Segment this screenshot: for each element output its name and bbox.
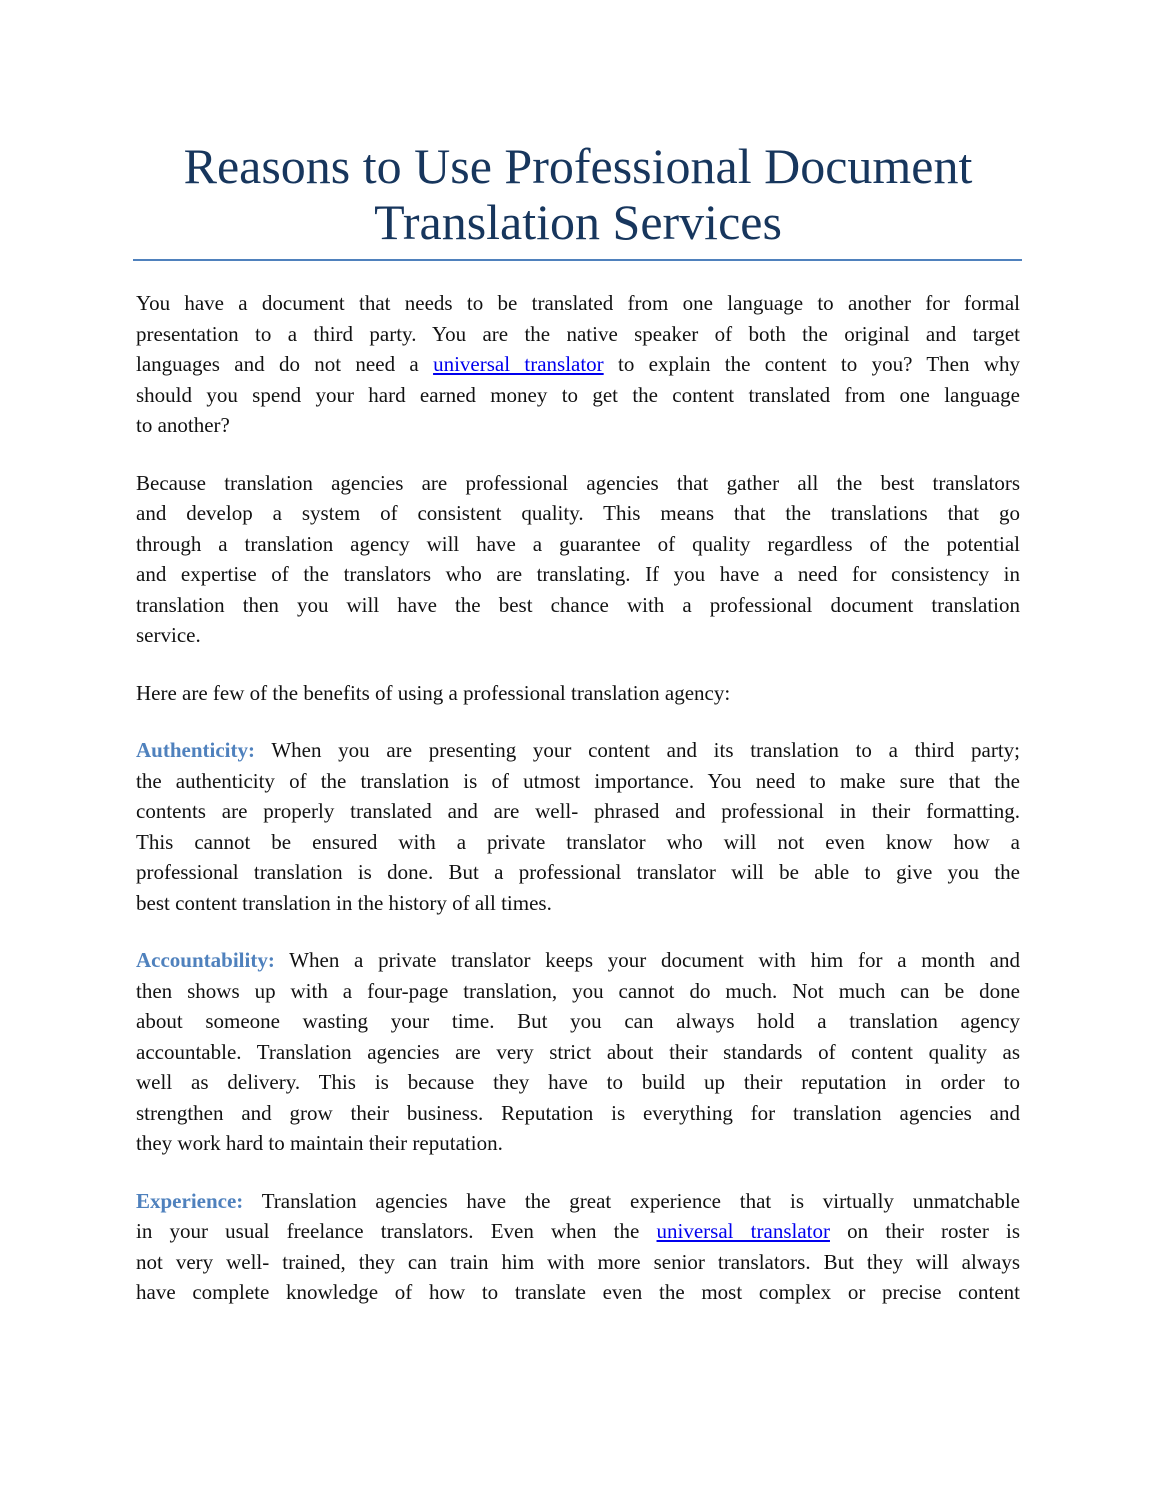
text-line xyxy=(136,380,1020,411)
text-line xyxy=(136,888,1020,919)
text-segment: to another? xyxy=(136,413,230,437)
text-line xyxy=(136,1006,1020,1037)
text-line xyxy=(136,1186,1020,1217)
text-segment: and expertise of the translators who are translating. If you have a need for consistency in xyxy=(136,562,1020,586)
text-segment: about someone wasting your time. But you can always hold a translation agency xyxy=(136,1009,1020,1033)
text-line xyxy=(136,735,1020,766)
paragraph xyxy=(136,1186,1020,1308)
text-line xyxy=(136,529,1020,560)
text-segment: translation then you will have the best chance with a professional document translation xyxy=(136,592,1020,617)
universal-translator-link[interactable]: universal translator xyxy=(433,352,604,376)
text-segment: in your usual freelance translators. Even when the xyxy=(136,1219,657,1243)
text-segment: should you spend your hard earned money to get the content translated from one language xyxy=(136,382,1020,407)
text-line xyxy=(136,1128,1020,1159)
text-line xyxy=(136,766,1020,797)
text-line xyxy=(136,1247,1020,1278)
paragraph xyxy=(136,678,1020,709)
text-line xyxy=(136,827,1020,858)
title-line: Reasons to Use Professional Document xyxy=(183,138,973,194)
text-segment: not very well- trained, they can train him with more senior translators. But they will always xyxy=(136,1249,1020,1274)
paragraph xyxy=(136,468,1020,651)
paragraph xyxy=(136,945,1020,1159)
benefit-heading: Experience: xyxy=(136,1188,244,1213)
text-line xyxy=(136,1067,1020,1098)
title-line: Translation Services xyxy=(374,194,782,250)
benefit-heading: Accountability: xyxy=(136,948,275,972)
text-segment: Because translation agencies are professional agencies that gather all the best translators xyxy=(136,470,1020,495)
text-line xyxy=(136,590,1020,621)
text-line xyxy=(136,945,1020,976)
text-segment: and develop a system of consistent quality. This means that the translations that go xyxy=(136,501,1020,525)
text-line xyxy=(136,288,1020,319)
title-divider xyxy=(133,259,1022,261)
text-segment: strengthen and grow their business. Reputation is everything for translation agencies and xyxy=(136,1100,1020,1125)
text-segment: they work hard to maintain their reputation. xyxy=(136,1131,503,1155)
text-line xyxy=(136,678,1020,709)
paragraph xyxy=(136,288,1020,441)
text-line xyxy=(136,349,1020,380)
text-segment: This cannot be ensured with a private translator who will not even know how a xyxy=(136,829,1020,854)
benefit-heading: Authenticity: xyxy=(136,738,255,762)
text-line xyxy=(136,498,1020,529)
text-segment: the authenticity of the translation is of utmost importance. You need to make sure that the xyxy=(136,768,1020,793)
text-segment: presentation to a third party. You are the native speaker of both the original and target xyxy=(136,321,1020,346)
text-segment: to explain the content to you? Then why xyxy=(603,352,1020,376)
document-body xyxy=(136,288,1020,1335)
text-segment: languages and do not need a xyxy=(136,352,434,376)
text-line xyxy=(136,1277,1020,1308)
text-line xyxy=(136,1216,1020,1247)
text-line xyxy=(136,468,1020,499)
text-segment: professional translation is done. But a professional translator will be able to give you the xyxy=(136,860,1020,884)
text-segment: have complete knowledge of how to translate even the most complex or precise content xyxy=(136,1280,1020,1304)
text-segment: best content translation in the history of all times. xyxy=(136,890,552,915)
text-segment: on their roster is xyxy=(829,1219,1020,1243)
text-line xyxy=(136,796,1020,827)
text-line xyxy=(136,319,1020,350)
text-line xyxy=(136,976,1020,1007)
text-segment: When you are presenting your content and its translation to a third party; xyxy=(255,738,1020,762)
text-segment: contents are properly translated and are well- phrased and professional in their formatting. xyxy=(136,799,1020,823)
text-segment: then shows up with a four-page translation, you cannot do much. Not much can be done xyxy=(136,978,1020,1003)
text-line xyxy=(136,857,1020,888)
text-line xyxy=(136,1098,1020,1129)
text-segment: You have a document that needs to be translated from one language to another for formal xyxy=(136,291,1020,315)
text-line xyxy=(136,1037,1020,1068)
text-segment: through a translation agency will have a guarantee of quality regardless of the potential xyxy=(136,531,1020,556)
text-line xyxy=(136,410,1020,441)
universal-translator-link[interactable]: universal translator xyxy=(656,1219,830,1243)
text-segment: accountable. Translation agencies are very strict about their standards of content quality as xyxy=(136,1039,1020,1064)
text-segment: service. xyxy=(136,623,201,647)
document-title xyxy=(40,138,1116,250)
text-segment: When a private translator keeps your document with him for a month and xyxy=(274,948,1020,972)
text-line xyxy=(136,620,1020,651)
text-line xyxy=(136,559,1020,590)
text-segment: well as delivery. This is because they have to build up their reputation in order to xyxy=(136,1070,1020,1094)
text-segment: Translation agencies have the great experience that is virtually unmatchable xyxy=(243,1188,1020,1213)
text-segment: Here are few of the benefits of using a professional translation agency: xyxy=(136,680,731,705)
paragraph xyxy=(136,735,1020,918)
